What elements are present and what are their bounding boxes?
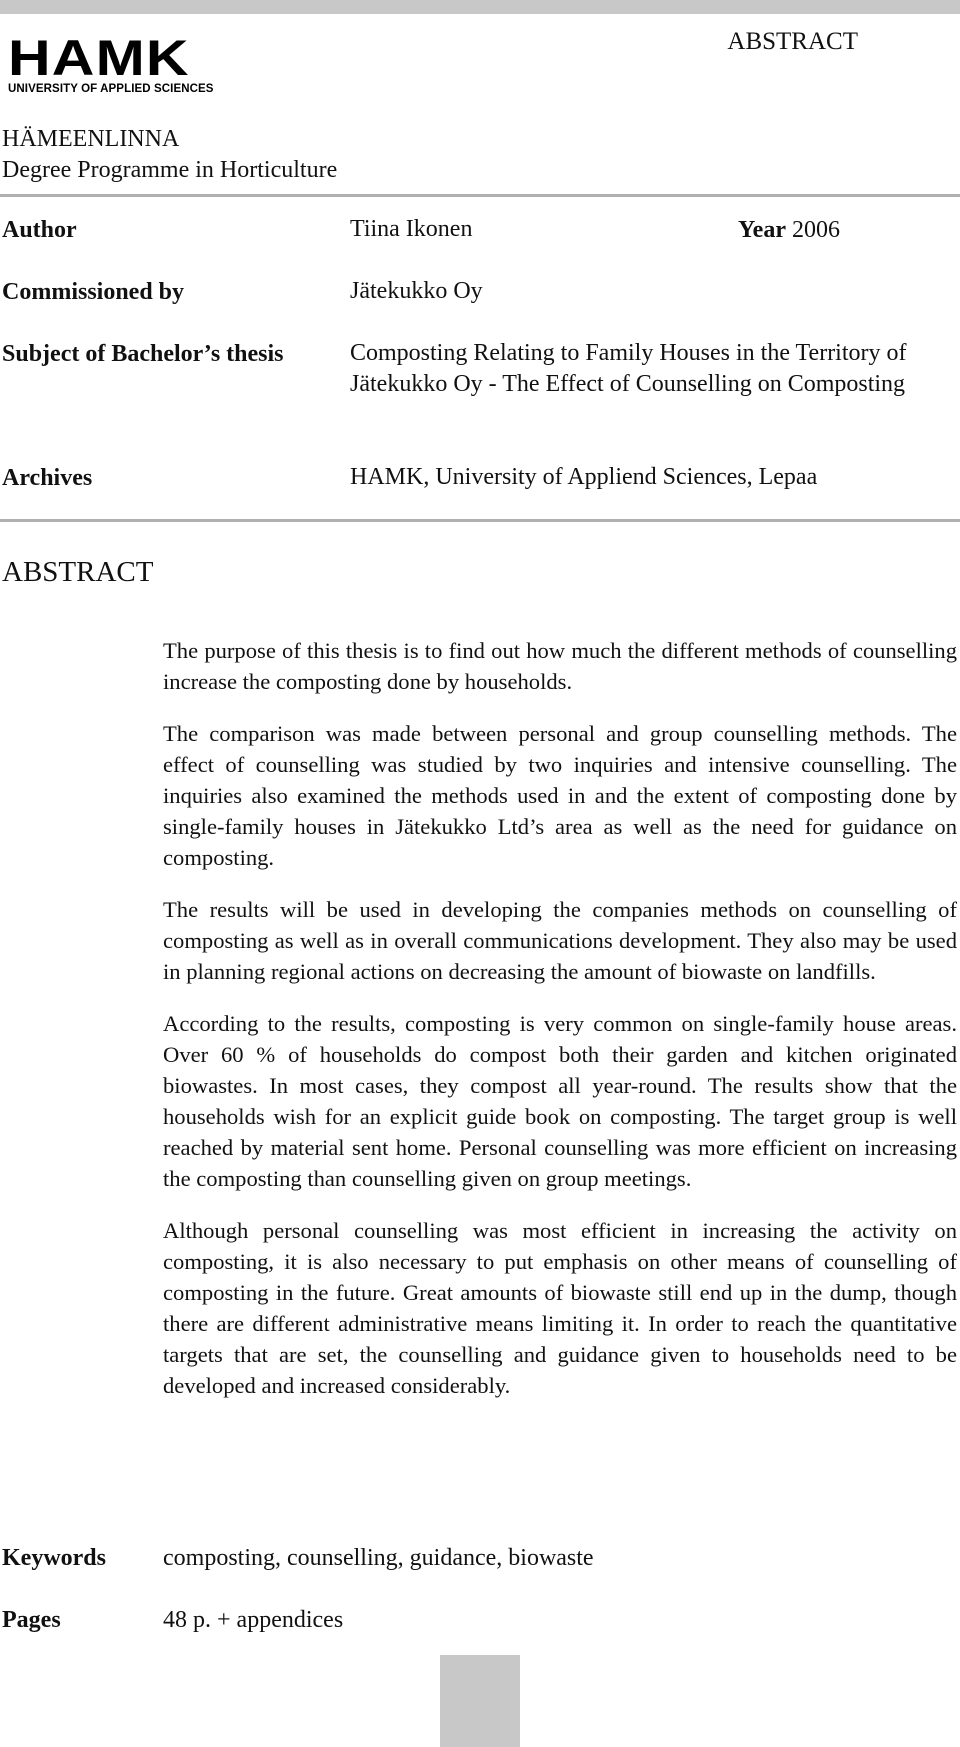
subject-label: Subject of Bachelor’s thesis xyxy=(2,341,284,367)
archives-label: Archives xyxy=(2,465,93,491)
abstract-paragraph: The results will be used in developing the companies methods on counselling of composting as well as in overall communications development. They also may be used in planning regional actions on decreasing the amount of biowaste on landfills. xyxy=(163,897,957,984)
keywords-value: composting, counselling, guidance, biowaste xyxy=(163,1545,594,1571)
keywords-label: Keywords xyxy=(2,1545,106,1571)
commissioned-label: Commissioned by xyxy=(2,279,185,305)
logo-wordmark: HAMK xyxy=(8,30,190,86)
year-field xyxy=(738,217,840,244)
year-value: 2006 xyxy=(791,217,840,243)
logo-subtitle: UNIVERSITY OF APPLIED SCIENCES xyxy=(8,83,214,95)
subject-value: Composting Relating to Family Houses in the Territory of Jätekukko Oy - The Effect of Counselling on Composting xyxy=(350,340,907,397)
abstract-paragraph: Although personal counselling was most efficient in increasing the activity on composting, it is also necessary to put emphasis on other means of counselling of composting in the future. Great amounts of biowaste still end up in the dump, though there are different administrative means limiting it. In order to reach the quantitative targets that are set, the counselling and guidance given to households need to be developed and increased considerably. xyxy=(163,1218,957,1398)
abstract-paragraph: The comparison was made between personal and group counselling methods. The effect of counselling was studied by two inquiries and intensive counselling. The inquiries also examined the methods used in and the extent of composting done by single-family houses in Jätekukko Ltd’s area as well as the need for guidance on composting. xyxy=(163,721,957,870)
year-label: Year xyxy=(738,217,786,243)
institution-block xyxy=(2,124,337,186)
programme: Degree Programme in Horticulture xyxy=(2,157,338,183)
archives-value: HAMK, University of Appliend Sciences, Lepaa xyxy=(350,464,818,490)
author-label: Author xyxy=(2,217,77,243)
hamk-logo xyxy=(8,30,248,96)
pages-label: Pages xyxy=(2,1607,61,1633)
city: HÄMEENLINNA xyxy=(2,126,180,152)
commissioned-value: Jätekukko Oy xyxy=(350,278,483,304)
abstract-heading: ABSTRACT xyxy=(2,556,154,588)
document-label: ABSTRACT xyxy=(727,28,858,55)
pages-value: 48 p. + appendices xyxy=(163,1607,344,1633)
abstract-paragraph: According to the results, composting is very common on single-family house areas. Over 60 % of households do compost both their garden and kitchen originated biowastes. In most cases, they compost all year-round. The results show that the households wish for an explicit guide book on composting. The target group is well reached by material sent home. Personal counselling was more efficient on increasing the composting than counselling given on group meetings. xyxy=(163,1011,957,1191)
divider-top xyxy=(0,194,960,197)
abstract-body xyxy=(163,635,957,1422)
abstract-paragraph: The purpose of this thesis is to find out how much the different methods of counselling increase the composting done by households. xyxy=(163,638,957,694)
author-value: Tiina Ikonen xyxy=(350,216,473,242)
top-bar xyxy=(0,0,960,14)
divider-bottom xyxy=(0,519,960,522)
page-number-box xyxy=(440,1655,520,1747)
